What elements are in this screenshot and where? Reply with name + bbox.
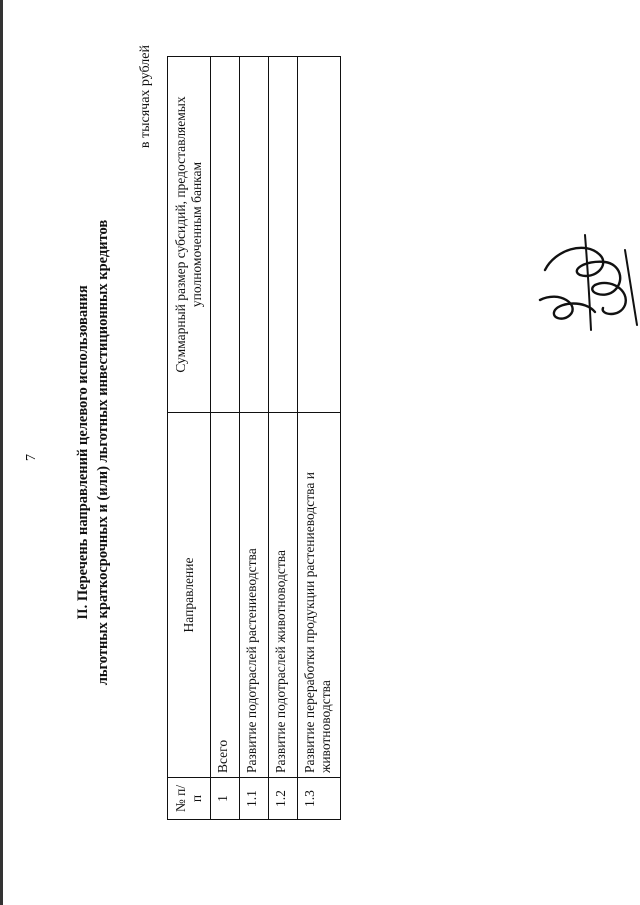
row-direction: Всего [211, 413, 240, 778]
row-direction: Развитие переработки продукции растениеводства и животноводства [298, 413, 341, 778]
handwritten-signature [525, 230, 640, 340]
table-row [298, 57, 341, 820]
row-num: 1 [211, 778, 240, 820]
directions-table [167, 56, 341, 820]
row-num: 1.2 [269, 778, 298, 820]
row-direction: Развитие подотраслей растениеводства [240, 413, 269, 778]
row-num: 1.3 [298, 778, 341, 820]
header-num: № п/п [168, 778, 211, 820]
table-row [211, 57, 240, 820]
table-header-row [168, 57, 211, 820]
header-direction: Направление [168, 413, 211, 778]
units-label: в тысячах рублей [138, 45, 153, 149]
row-amount [240, 57, 269, 413]
title-line-2: льготных краткосрочных и (или) льготных инвестиционных кредитов [95, 219, 111, 686]
header-amount: Суммарный размер субсидий, предоставляемых уполномоченным банкам [168, 57, 211, 413]
page-number: 7 [24, 454, 39, 461]
row-amount [269, 57, 298, 413]
row-direction: Развитие подотраслей животноводства [269, 413, 298, 778]
row-num: 1.1 [240, 778, 269, 820]
row-amount [298, 57, 341, 413]
row-amount [211, 57, 240, 413]
table-row [240, 57, 269, 820]
table-row [269, 57, 298, 820]
title-line-1: II. Перечень направлений целевого использования [75, 285, 91, 620]
